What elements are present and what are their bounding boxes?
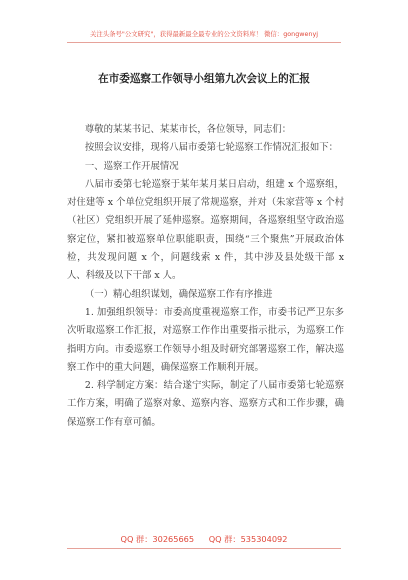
qq-group-2: QQ 群：535304092: [208, 534, 288, 544]
document-title: 在市委巡察工作领导小组第九次会议上的汇报: [98, 73, 310, 85]
paragraph-intro: 按照会议安排，现将八届市委第七轮巡察工作情况汇报如下：: [84, 142, 338, 154]
qq-group-1: QQ 群：30265665: [120, 534, 195, 544]
header-divider: [67, 42, 341, 43]
footer-divider: [67, 548, 341, 549]
section-heading-1: 一、巡察工作开展情况: [84, 160, 179, 172]
header-promo-note: 关注头条号"公文研究"，获得最新最全最专业的公文资料库！ 微信：gongwenyj: [89, 30, 319, 38]
footer-contact: [0, 534, 408, 545]
salutation: 尊敬的某某书记、某某市长，各位领导，同志们：: [84, 124, 292, 135]
paragraph-overview: 八届市委第七轮巡察于某年某月某日启动，组建 x 个巡察组，对住建等 x 个单位党组织开展了常规巡察，并对（朱家营等 x 个村（社区）党组织开展了延伸巡察。巡察期间，各巡察组坚守政治巡察定位，紧扣被巡察单位职能职责，围绕“三个聚焦”开展政治体检，共发现问题 x 个，问题线索 x 件，其中涉及县处级干部 x 人、科级及以下干部 x 人。: [67, 178, 344, 282]
paragraph-item-1: 1. 加强组织领导：市委高度重视巡察工作，市委书记严卫东多次听取巡察工作汇报，对巡察工作作出重要指示批示，为巡察工作指明方向。市委巡察工作领导小组及时研究部署巡察工作，解决巡察工作中的重大问题，确保巡察工作顺利开展。: [67, 306, 344, 373]
paragraph-item-2: 2. 科学制定方案：结合遂宁实际，制定了八届市委第七轮巡察工作方案，明确了巡察对象、巡察内容、巡察方式和工作步骤，确保巡察工作有章可循。: [67, 380, 344, 428]
subsection-heading-1: （一）精心组织谋划，确保巡察工作有序推进: [84, 288, 273, 300]
document-body: [67, 121, 344, 432]
